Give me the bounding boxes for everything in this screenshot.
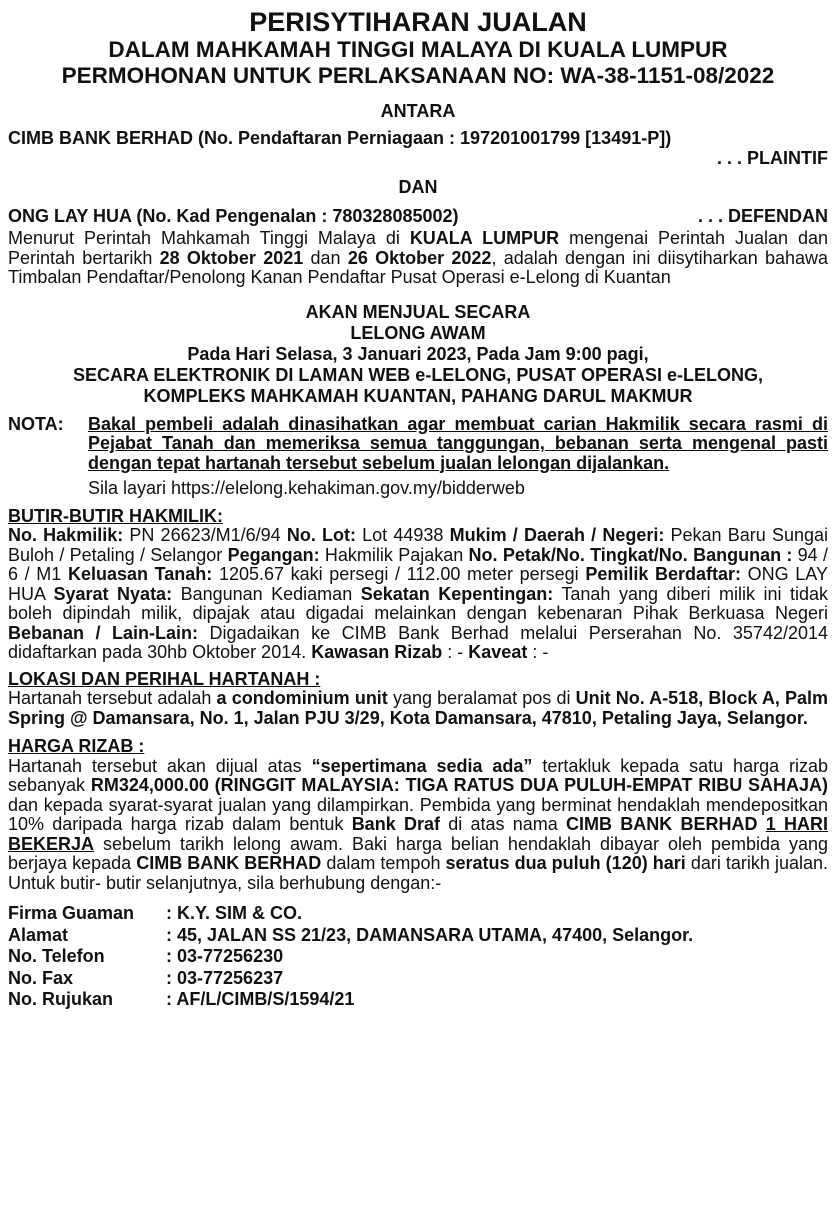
- auction-venue-2: KOMPLEKS MAHKAMAH KUANTAN, PAHANG DARUL MAKMUR: [143, 385, 693, 406]
- title-details-paragraph: No. Hakmilik: PN 26623/M1/6/94 No. Lot: Lot 44938 Mukim / Daerah / Negeri: Pekan Baru Sungai Buloh / Petaling / Selangor Pegangan: Hakmilik Pajakan No. Petak/No. Tingkat/No. Bangunan : 94 / 6 / M1 Keluasan Tanah: 1205.67 kaki persegi / 112.00 meter persegi Pemilik Berdaftar: ONG LAY HUA Syarat Nyata: Bangunan Kediaman Sekatan Kepentingan: Tanah yang diberi milik ini tidak boleh dipindah milik, dipajak atau digadai melainkan dengan kebenaran Pihak Berkuasa Negeri Bebanan / Lain-Lain: Digadaikan ke CIMB Bank Berhad melalui Perserahan No. 35742/2014 didaftarkan pada 30hb Oktober 2014. Kawasan Rizab : - Kaveat : -: [8, 525, 829, 662]
- phone-label: No. Telefon: [8, 946, 105, 966]
- auction-venue-1: SECARA ELEKTRONIK DI LAMAN WEB e-LELONG, PUSAT OPERASI e-LELONG,: [72, 364, 764, 385]
- title-details-heading: BUTIR-BUTIR HAKMILIK:: [8, 505, 223, 526]
- nota-text: Bakal pembeli adalah dinasihatkan agar membuat carian Hakmilik secara rasmi di Pejabat Tanah dan memeriksa semua tanggungan, bebanan serta mengenal pasti dengan tepat hartanah tersebut sebelum jualan lelongan dijalankan.: [88, 413, 828, 473]
- fax-label: No. Fax: [8, 967, 74, 988]
- fax-value: : 03-77256237: [166, 967, 284, 988]
- plaintiff-role: . . . PLAINTIF: [717, 148, 828, 168]
- court-name: DALAM MAHKAMAH TINGGI MALAYA DI KUALA LUMPUR: [108, 37, 728, 62]
- plaintiff-name: CIMB BANK BERHAD (No. Pendaftaran Perniagaan : 197201001799 [13491-P]): [8, 128, 672, 148]
- defendant-name: ONG LAY HUA (No. Kad Pengenalan : 780328085002): [8, 206, 459, 226]
- reserve-heading: HARGA RIZAB :: [8, 736, 145, 756]
- address-label: Alamat: [8, 924, 69, 945]
- defendant-row: [8, 206, 828, 227]
- reference-label: No. Rujukan: [8, 989, 114, 1009]
- application-number: PERMOHONAN UNTUK PERLAKSANAAN NO: WA-38-1151-08/2022: [61, 63, 775, 88]
- reference-value: : AF/L/CIMB/S/1594/21: [166, 989, 355, 1009]
- auction-block: [8, 302, 828, 407]
- notice-title: PERISYTIHARAN JUALAN: [249, 7, 587, 37]
- auction-date: Pada Hari Selasa, 3 Januari 2023, Pada Jam 9:00 pagi,: [187, 343, 649, 364]
- auction-line-1: AKAN MENJUAL SECARA: [305, 301, 531, 322]
- firm-value: : K.Y. SIM & CO.: [166, 903, 303, 923]
- address-value: : 45, JALAN SS 21/23, DAMANSARA UTAMA, 47400, Selangor.: [166, 924, 694, 945]
- plaintiff-row: [8, 128, 828, 149]
- website-line: Sila layari https://elelong.kehakiman.gov.my/bidderweb: [88, 478, 525, 498]
- reserve-paragraph: Hartanah tersebut akan dijual atas “sepertimana sedia ada” tertakluk kepada satu harga rizab sebanyak RM324,000.00 (RINGGIT MALAYSIA: TIGA RATUS DUA PULUH-EMPAT RIBU SAHAJA) dan kepada syarat-syarat jualan yang dilampirkan. Pembida yang berminat hendaklah mendepositkan 10% daripada harga rizab dalam bentuk Bank Draf di atas nama CIMB BANK BERHAD 1 HARI BEKERJA sebelum tarikh lelong awam. Baki harga belian hendaklah dibayar oleh pembida yang berjaya kepada CIMB BANK BERHAD dalam tempoh seratus dua puluh (120) hari dari tarikh jualan. Untuk butir- butir selanjutnya, sila berhubung dengan:-: [8, 755, 829, 893]
- and-label: DAN: [398, 177, 438, 197]
- nota-label: NOTA:: [8, 413, 64, 434]
- phone-value: : 03-77256230: [166, 946, 284, 966]
- auction-line-2: LELONG AWAM: [350, 322, 486, 343]
- firm-label: Firma Guaman: [8, 903, 135, 923]
- location-heading: LOKASI DAN PERIHAL HARTANAH :: [8, 668, 321, 689]
- defendant-role: . . . DEFENDAN: [697, 206, 828, 226]
- between-label: ANTARA: [380, 101, 456, 121]
- location-paragraph: Hartanah tersebut adalah a condominium unit yang beralamat pos di Unit No. A-518, Block A, Palm Spring @ Damansara, No. 1, Jalan PJU 3/29, Kota Damansara, 47810, Petaling Jaya, Selangor.: [8, 688, 828, 728]
- contact-block: [8, 903, 828, 1011]
- nota-block: [8, 415, 828, 499]
- intro-paragraph: Menurut Perintah Mahkamah Tinggi Malaya di KUALA LUMPUR mengenai Perintah Jualan dan Perintah bertarikh 28 Oktober 2021 dan 26 Oktober 2022, adalah dengan ini diisytiharkan bahawa Timbalan Pendaftar/Penolong Kanan Pendaftar Pusat Operasi e-Lelong di Kuantan: [8, 228, 829, 287]
